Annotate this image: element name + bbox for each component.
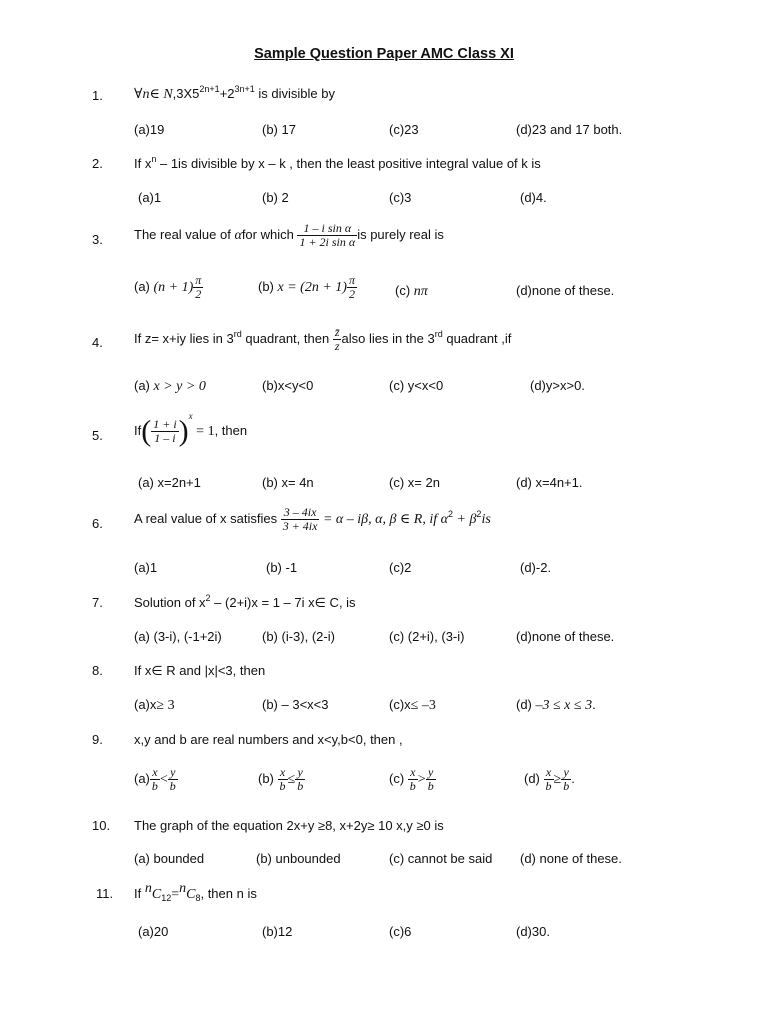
option-b[interactable]: (b) – 3<x<3 bbox=[262, 697, 329, 712]
question-stem: If $^nC_{12}=^nC_8$, then n is bbox=[134, 881, 257, 903]
question-number: 1. bbox=[92, 88, 103, 103]
option-d[interactable]: (d)none of these. bbox=[516, 629, 615, 644]
option-a[interactable]: (a) $\frac{x}{b}$ < $\frac{y}{b}$ bbox=[134, 765, 176, 793]
question-stem: ∀n∈ $N,3X5^{2n+1}+2^{3n+1}$ is divisible by bbox=[134, 84, 335, 102]
question-number: 7. bbox=[92, 595, 103, 610]
page-title: Sample Question Paper AMC Class XI bbox=[254, 46, 514, 62]
option-b[interactable]: (b)x<y<0 bbox=[262, 378, 314, 393]
question-number: 6. bbox=[92, 516, 103, 531]
option-d[interactable]: (d) x=4n+1. bbox=[516, 475, 583, 490]
option-b[interactable]: (b) unbounded bbox=[256, 851, 341, 866]
question-stem: x,y and b are real numbers and x<y,b<0, then , bbox=[134, 732, 403, 747]
fraction: $\frac{\pi}{2}$ bbox=[348, 273, 355, 301]
option-a[interactable]: (a) (n + 1) $\frac{\pi}{2}$ bbox=[134, 273, 202, 301]
option-a[interactable]: (a)1 bbox=[138, 190, 162, 205]
question-stem: The graph of the equation 2x+y ≥8, x+2y≥ 10 x,y ≥0 is bbox=[134, 818, 444, 833]
question-stem: Solution of $x^2 - (2+i)x = 1 - 7i$ x∈ C, is bbox=[134, 593, 356, 610]
option-c[interactable]: (c)3 bbox=[389, 190, 412, 205]
question-number: 2. bbox=[92, 156, 103, 171]
option-a[interactable]: (a)1 bbox=[134, 560, 158, 575]
option-d[interactable]: (d)4. bbox=[520, 190, 547, 205]
option-b[interactable]: (b) x = (2n + 1) $\frac{\pi}{2}$ bbox=[258, 273, 355, 301]
question-number: 3. bbox=[92, 232, 103, 247]
option-b[interactable]: (b) x= 4n bbox=[262, 475, 314, 490]
option-c[interactable]: (c)6 bbox=[389, 924, 412, 939]
option-c[interactable]: (c) $\frac{x}{b}$ > $\frac{y}{b}$ bbox=[389, 765, 434, 793]
option-c[interactable]: (c)x≤ –3 bbox=[389, 697, 436, 713]
option-d[interactable]: (d) –3 ≤ x ≤ 3. bbox=[516, 697, 596, 713]
question-number: 9. bbox=[92, 732, 103, 747]
question-number: 8. bbox=[92, 663, 103, 678]
question-stem: The real value of αfor which $\frac{\text{1 – i sin α}}{\text{1 + 2i sin α}}$ is purely real is bbox=[134, 221, 444, 249]
question-stem: A real value of x satisfies $\frac{3 - 4ix}{3 + 4ix}$ = α – iβ, α, β ∈ R, if $\alpha^2 + \beta^2is$ bbox=[134, 505, 491, 533]
option-d[interactable]: (d)none of these. bbox=[516, 283, 615, 298]
option-c[interactable]: (c) y<x<0 bbox=[389, 378, 444, 393]
question-stem: If x∈ R and |x|<3, then bbox=[134, 663, 266, 678]
option-c[interactable]: (c) (2+i), (3-i) bbox=[389, 629, 465, 644]
fraction: $\frac{3 - 4ix}{3 + 4ix}$ bbox=[282, 505, 318, 533]
option-a[interactable]: (a) x=2n+1 bbox=[138, 475, 201, 490]
question-number: 5. bbox=[92, 428, 103, 443]
option-a[interactable]: (a) bounded bbox=[134, 851, 205, 866]
question-number: 10. bbox=[92, 818, 111, 833]
option-a[interactable]: (a) x > y > 0 bbox=[134, 378, 206, 394]
option-b[interactable]: (b) (i-3), (2-i) bbox=[262, 629, 335, 644]
option-a[interactable]: (a)19 bbox=[134, 122, 165, 137]
fraction: $\frac{\pi}{2}$ bbox=[195, 273, 202, 301]
option-d[interactable]: (d)-2. bbox=[520, 560, 552, 575]
option-a[interactable]: (a)20 bbox=[138, 924, 169, 939]
option-c[interactable]: (c) x= 2n bbox=[389, 475, 440, 490]
option-d[interactable]: (d) $\frac{x}{b}$ ≥ $\frac{y}{b}$ . bbox=[524, 765, 575, 793]
option-a[interactable]: (a)x≥ 3 bbox=[134, 697, 175, 713]
option-a[interactable]: (a) (3-i), (-1+2i) bbox=[134, 629, 222, 644]
question-stem: If $x^n - 1is$ divisible by x – k , then the least positive integral value of k is bbox=[134, 154, 541, 171]
option-c[interactable]: (c)23 bbox=[389, 122, 419, 137]
question-number: 4. bbox=[92, 335, 103, 350]
option-d[interactable]: (d)y>x>0. bbox=[530, 378, 585, 393]
option-b[interactable]: (b) $\frac{x}{b}$ ≤ $\frac{y}{b}$ bbox=[258, 765, 304, 793]
option-b[interactable]: (b) 17 bbox=[262, 122, 296, 137]
fraction: $\frac{1 + i}{1 - i}$ bbox=[153, 417, 177, 446]
question-stem: If z= x+iy lies in 3rd quadrant, then $\frac{z̄}{z}$ also lies in the 3rd quadrant ,if bbox=[134, 325, 512, 353]
question-number: 11. bbox=[96, 886, 114, 901]
option-c[interactable]: (c) nπ bbox=[395, 283, 428, 299]
fraction: $\frac{z̄}{z}$ bbox=[334, 325, 340, 353]
option-c[interactable]: (c)2 bbox=[389, 560, 412, 575]
option-b[interactable]: (b)12 bbox=[262, 924, 293, 939]
option-b[interactable]: (b) 2 bbox=[262, 190, 289, 205]
question-stem: If( $\frac{1 + i}{1 - i}$ )$^x$ = 1, then bbox=[134, 411, 248, 448]
option-d[interactable]: (d) none of these. bbox=[520, 851, 622, 866]
option-b[interactable]: (b) -1 bbox=[266, 560, 298, 575]
option-d[interactable]: (d)30. bbox=[516, 924, 550, 939]
option-d[interactable]: (d)23 and 17 both. bbox=[516, 122, 623, 137]
fraction: $\frac{\text{1 – i sin α}}{\text{1 + 2i sin α}}$ bbox=[299, 221, 356, 249]
option-c[interactable]: (c) cannot be said bbox=[389, 851, 493, 866]
